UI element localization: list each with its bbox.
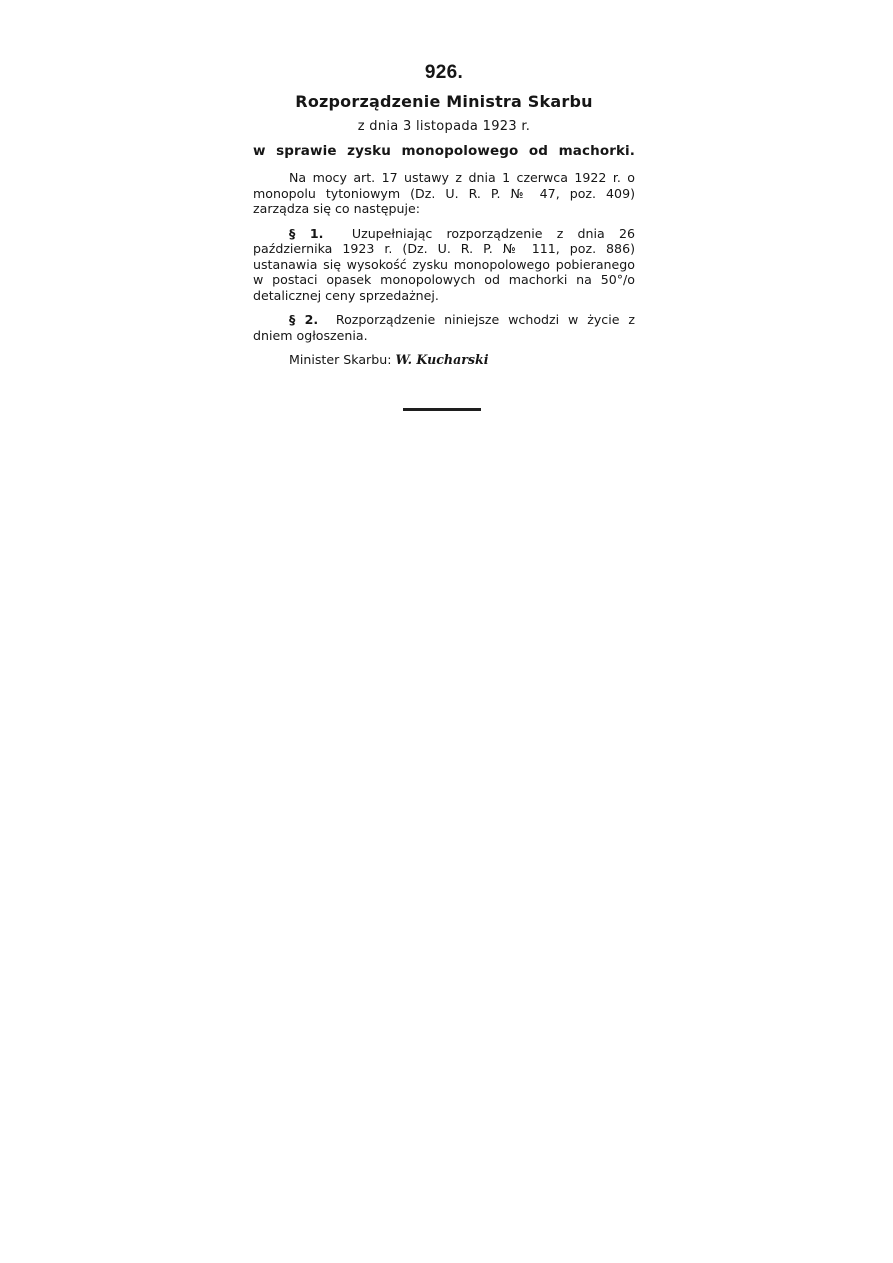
document-number: 926. [424, 62, 464, 83]
document-title: Rozporządzenie Ministra Skarbu [295, 92, 593, 111]
section-1-text: Uzupełniając rozporządzenie z dnia 26 października 1923 r. (Dz. U. R. P. № 111, poz. 886) ustanawia się wysokość zysku monopolowego pobieranego w postaci opasek monopolowych od machorki na 50°/o detalicznej ceny sprzedażnej. [253, 225, 635, 303]
document-subject: w sprawie zysku monopolowego od machorki. [253, 143, 635, 159]
document-date: z dnia 3 listopada 1923 r. [357, 119, 531, 134]
section-2-mark: § 2. [289, 312, 319, 327]
closing-rule [403, 408, 481, 411]
signatory-name: W. Kucharski [395, 352, 489, 367]
preamble-paragraph: Na mocy art. 17 ustawy z dnia 1 czerwca 1922 r. o monopolu tytoniowym (Dz. U. R. P. № 47, poz. 409) zarządza się co następuje: [253, 170, 635, 216]
document-column [253, 60, 635, 368]
section-2-text: Rozporządzenie niniejsze wchodzi w życie z dniem ogłoszenia. [253, 312, 635, 343]
section-1-mark: § 1. [289, 225, 324, 241]
signature-line [253, 352, 635, 368]
section-1-paragraph [253, 226, 635, 304]
signature-label: Minister Skarbu: [289, 352, 392, 367]
section-2-paragraph [253, 312, 635, 343]
